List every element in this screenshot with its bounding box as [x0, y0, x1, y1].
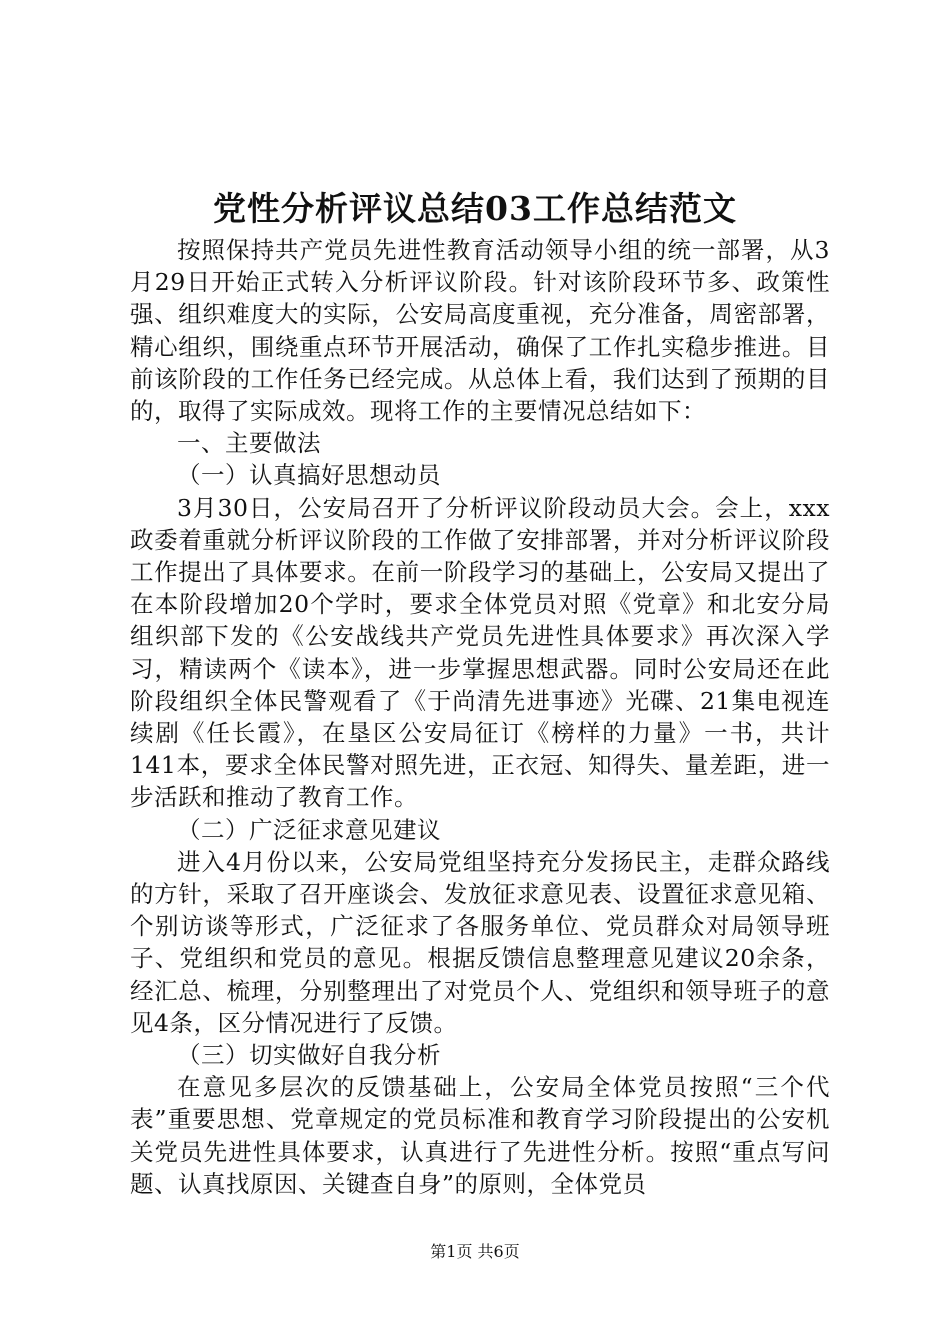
page-footer: 第1页 共6页 [430, 1242, 520, 1261]
intro-paragraph: 按照保持共产党员先进性教育活动领导小组的统一部署，从3月29日开始正式转入分析评议阶段。针对该阶段环节多、政策性强、组织难度大的实际，公安局高度重视，充分准备，周密部署，精心组织，围绕重点环节开展活动，确保了工作扎实稳步推进。目前该阶段的工作任务已经完成。从总体上看，我们达到了预期的目的，取得了实际成效。现将工作的主要情况总结如下： [130, 236, 830, 426]
subsection-2-paragraph: 进入4月份以来，公安局党组坚持充分发扬民主，走群众路线的方针，采取了召开座谈会、发放征求意见表、设置征求意见箱、个别访谈等形式，广泛征求了各服务单位、党员群众对局领导班子、党组织和党员的意见。根据反馈信息整理意见建议20余条，经汇总、梳理，分别整理出了对党员个人、党组织和领导班子的意见4条，区分情况进行了反馈。 [130, 847, 830, 1037]
subsection-heading-2: （二）广泛征求意见建议 [177, 815, 441, 844]
document-body [130, 234, 830, 1200]
section-heading-main-methods: 一、主要做法 [177, 429, 321, 458]
subsection-3-paragraph: 在意见多层次的反馈基础上，公安局全体党员按照“三个代表”重要思想、党章规定的党员标准和教育学习阶段提出的公安机关党员先进性具体要求，认真进行了先进性分析。按照“重点写问题、认真找原因、关键查自身”的原则，全体党员 [130, 1073, 830, 1198]
document-title: 党性分析评议总结03工作总结范文 [213, 189, 737, 228]
subsection-heading-1: （一）认真搞好思想动员 [177, 461, 441, 490]
subsection-1-paragraph: 3月30日，公安局召开了分析评议阶段动员大会。会上，xxx政委着重就分析评议阶段的工作做了安排部署，并对分析评议阶段工作提出了具体要求。在前一阶段学习的基础上，公安局又提出了在本阶段增加20个学时，要求全体党员对照《党章》和北安分局组织部下发的《公安战线共产党员先进性具体要求》再次深入学习，精读两个《读本》，进一步掌握思想武器。同时公安局还在此阶段组织全体民警观看了《于尚清先进事迹》光碟、21集电视连续剧《任长霞》，在垦区公安局征订《榜样的力量》一书，共计141本，要求全体民警对照先进，正衣冠、知得失、量差距，进一步活跃和推动了教育工作。 [130, 493, 830, 812]
subsection-heading-3: （三）切实做好自我分析 [177, 1041, 441, 1070]
